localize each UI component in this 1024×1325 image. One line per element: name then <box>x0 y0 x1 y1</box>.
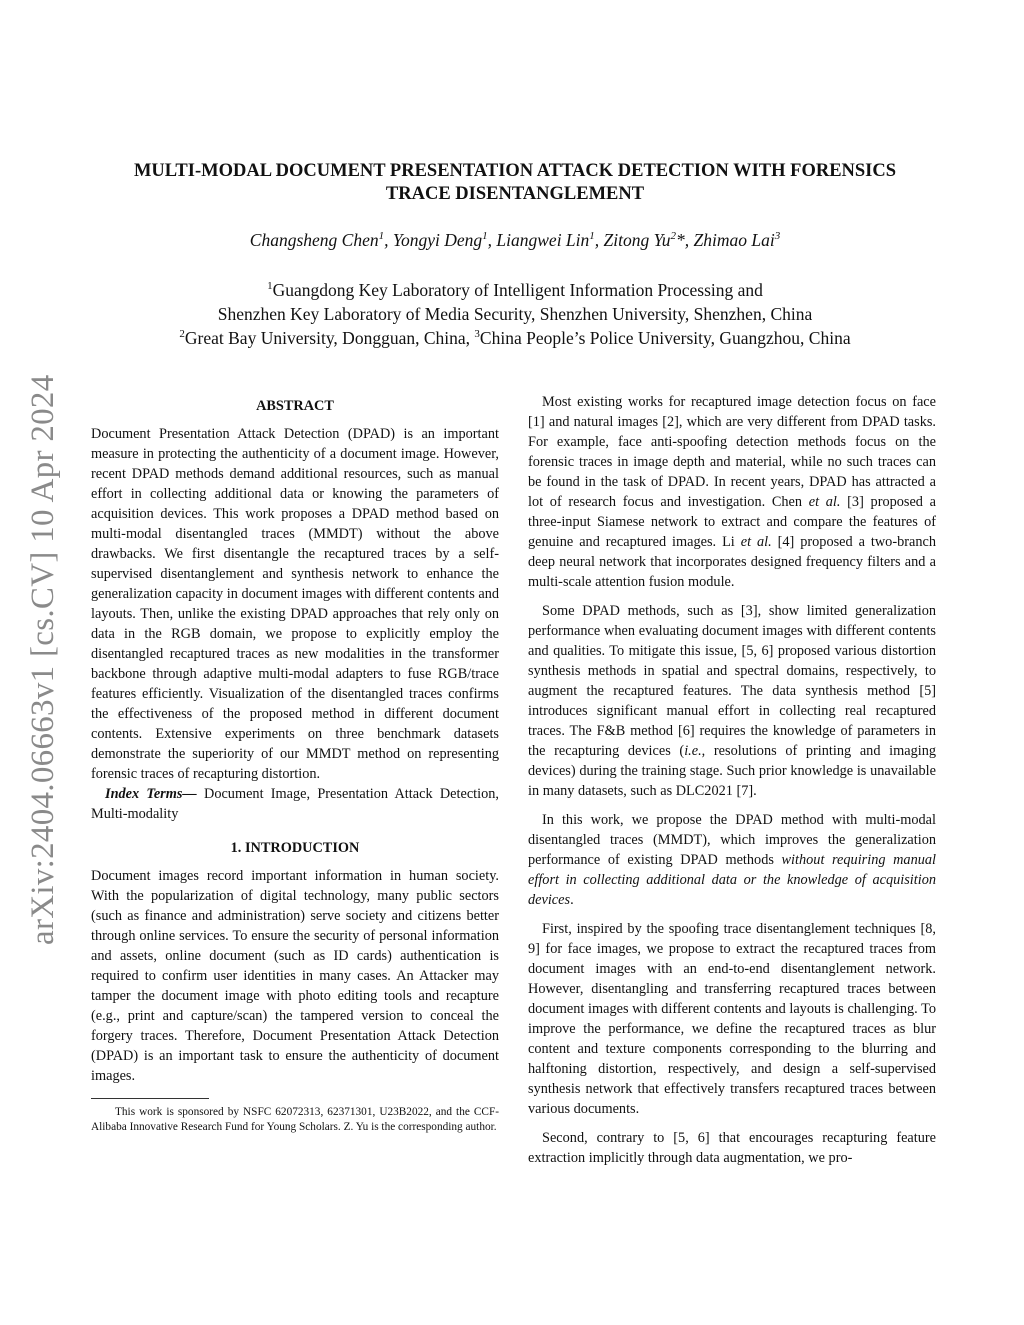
author-affil-marker: 1 <box>482 230 488 243</box>
affiliation-2-3 <box>90 326 940 350</box>
author-affil-marker: 1 <box>378 230 385 243</box>
author-separator: , <box>594 230 604 250</box>
text-run-italic: without requiring manual effort in collecting additional data or the knowledge of acquisition devices <box>528 852 936 908</box>
author-affil-marker: 2 <box>670 230 676 243</box>
author-name: Zitong Yu <box>603 230 671 250</box>
arxiv-identifier: arXiv:2404.06663v1 [cs.CV] 10 Apr 2024 <box>25 374 61 945</box>
author-separator: , <box>487 230 497 250</box>
author-name: Zhimao Lai <box>693 230 775 250</box>
text-run: [3] proposed a three-input Siamese network to extract and compare the features of genuine and recaptured images. Li <box>528 494 936 550</box>
introduction-heading: 1. INTRODUCTION <box>230 840 360 856</box>
author-separator: , <box>384 230 393 250</box>
text-run: [4] proposed a two-branch deep neural network that incorporates designed frequency filters and a multi-scale attention fusion module. <box>528 534 936 590</box>
affiliation-1-line-1 <box>90 278 940 302</box>
right-paragraph-3 <box>528 810 936 910</box>
author-name: Liangwei Lin <box>496 230 590 250</box>
affil-text: China People’s Police University, Guangzhou, China <box>479 328 851 348</box>
paper-title <box>90 160 940 206</box>
left-column <box>91 392 499 1135</box>
author-list <box>90 230 940 251</box>
index-terms <box>91 784 499 824</box>
affiliations <box>90 278 940 350</box>
right-paragraph-5: Second, contrary to [5, 6] that encourages recapturing feature extraction implicitly through data augmentation, we pro- <box>528 1130 936 1166</box>
text-run: , resolutions of printing and imaging devices) during the training stage. Such prior knowledge is unavailable in many datasets, such as DLC2021 [7]. <box>528 743 936 799</box>
author-name: Yongyi Deng <box>392 230 483 250</box>
text-run: . <box>570 892 574 908</box>
footnote-divider <box>91 1098 209 1099</box>
affil-text: Great Bay University, Dongguan, China, <box>184 328 475 348</box>
text-run-italic: et al. <box>740 534 772 550</box>
footnote: This work is sponsored by NSFC 62072313, 62371301, U23B2022, and the CCF-Alibaba Innovative Research Fund for Young Scholars. Z. Yu is the corresponding author. <box>91 1106 499 1133</box>
text-run: In this work, we propose the DPAD method with multi-modal disentangled traces (MMDT), which improves the generalization performance of existing DPAD methods <box>528 812 936 868</box>
index-terms-label: Index Terms— <box>105 786 197 802</box>
affil-marker: 3 <box>474 328 480 341</box>
intro-paragraph-1: Document images record important information in human society. With the popularization of digital technology, many public sectors (such as finance and administration) serve society and citizens better through online services. To ensure the security of personal information and assets, online document (such as ID cards) authentication is required to confirm user identities in many cases. An Attacker may tamper the document image with photo editing tools and recapture (e.g., print and capture/scan) the tampered version to conceal the forgery traces. Therefore, Document Presentation Attack Detection (DPAD) is an important task to ensure the authenticity of document images. <box>91 868 499 1084</box>
author-affil-marker: 3 <box>774 230 781 243</box>
author-separator: *, <box>676 230 694 250</box>
right-column <box>528 392 936 1168</box>
affil-marker: 1 <box>267 280 273 293</box>
author-affil-marker: 1 <box>589 230 595 243</box>
title-line-2: TRACE DISENTANGLEMENT <box>385 184 645 204</box>
author-name: Changsheng Chen <box>249 230 379 250</box>
abstract-text: Document Presentation Attack Detection (DPAD) is an important measure in protecting the authenticity of a document image. However, recent DPAD methods demand additional resources, such as manual effort in collecting additional data or knowing the parameters of acquisition devices. This work proposes a DPAD method based on multi-modal disentangled traces (MMDT) without the above drawbacks. We first disentangle the recaptured traces by a self-supervised disentanglement and synthesis network to enhance the generalization capacity in document images with different contents and layouts. Then, unlike the existing DPAD approaches that rely only on data in the RGB domain, we propose to explicitly employ the disentangled recaptured traces as new modalities in the transformer backbone through adaptive multi-modal adapters to fuse RGB/trace features efficiently. Visualization of the disentangled traces confirms the effectiveness of the proposed method in different document contents. Extensive experiments on three benchmark datasets demonstrate the superiority of our MMDT method on representing forensic traces of recapturing distortion. <box>91 426 499 782</box>
index-terms-text: Document Image, Presentation Attack Detection, Multi-modality <box>91 786 499 822</box>
text-run: Most existing works for recaptured image detection focus on face [1] and natural images [2], which are very different from DPAD tasks. For example, face anti-spoofing detection methods focus on the forensic traces in image depth and material, while no such traces can be found in the task of DPAD. In recent years, DPAD has attracted a lot of research focus and investigation. Chen <box>528 394 936 510</box>
right-paragraph-2 <box>528 601 936 801</box>
title-line-1: MULTI-MODAL DOCUMENT PRESENTATION ATTACK DETECTION WITH FORENSICS <box>133 161 897 181</box>
text-run-italic: i.e. <box>684 743 702 759</box>
right-paragraph-4: First, inspired by the spoofing trace disentanglement techniques [8, 9] for face images, we propose to extract the recaptured traces from document images with an end-to-end disentanglement network. However, disentangling and transferring recaptured traces between document images with different contents and layouts is challenging. To improve the performance, we define the recaptured traces as blur content and texture components corresponding to the blurring and halftoning distortion, respectively, and design a self-supervised synthesis network that effectively transfers recaptured traces between various documents. <box>528 921 936 1117</box>
abstract-heading: ABSTRACT <box>256 398 334 414</box>
right-paragraph-1 <box>528 392 936 592</box>
text-run: Some DPAD methods, such as [3], show limited generalization performance when evaluating document images with different contents and qualities. To mitigate this issue, [5, 6] proposed various distortion synthesis methods in spatial and spectral domains, respectively, to augment the recaptured features. The data synthesis method [5] introduces significant manual effort in collecting real recaptured traces. The F&B method [6] requires the knowledge of parameters in the recapturing devices ( <box>528 603 936 759</box>
affil-text: Guangdong Key Laboratory of Intelligent Information Processing and <box>272 280 763 300</box>
affil-marker: 2 <box>179 328 185 341</box>
text-run-italic: et al. <box>808 494 841 510</box>
affiliation-1-line-2: Shenzhen Key Laboratory of Media Security, Shenzhen University, Shenzhen, China <box>217 304 813 324</box>
